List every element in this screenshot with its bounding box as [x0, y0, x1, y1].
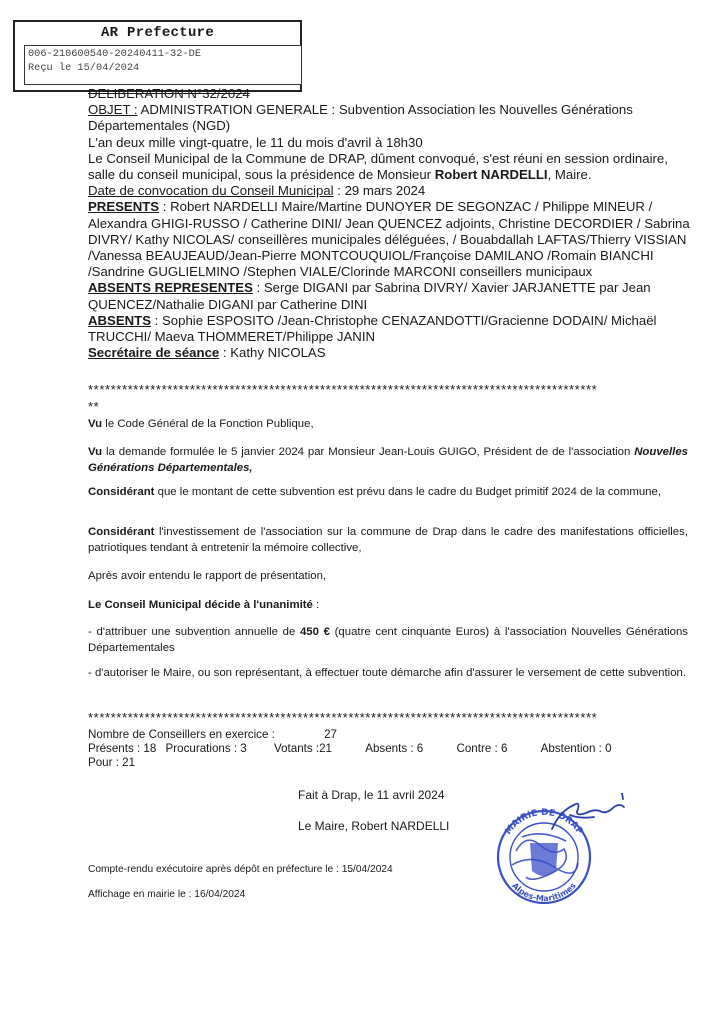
- absents-representes-line: [88, 280, 698, 312]
- presents-line: [88, 199, 698, 280]
- ar-prefecture-stamp: [13, 20, 302, 92]
- stamp-title: AR Prefecture: [100, 25, 215, 41]
- separator-stars-2: **: [88, 399, 100, 414]
- handwritten-signature: [552, 793, 624, 829]
- seal-top-text: MAIRIE DE DRAP: [503, 807, 585, 837]
- maire-signatory: Le Maire, Robert NARDELLI: [298, 819, 450, 833]
- objet-label: OBJET :: [88, 102, 138, 118]
- vu-demande-text: la demande formulée le 5 janvier 2024 par Monsieur Jean-Louis GUIGO, Président de de l'association: [102, 446, 635, 458]
- abstention-count: Abstention : 0: [540, 742, 612, 755]
- stamp-id-line: 006-210600540-20240411-32-DE: [28, 48, 202, 60]
- decision-heading: [88, 598, 688, 614]
- absents-label: ABSENTS: [88, 312, 152, 328]
- meeting-date: L'an deux mille vingt-quatre, le 11 du mois d'avril à 18h30: [88, 134, 423, 150]
- decision-suffix: :: [312, 599, 320, 611]
- vu-demande-paragraph: [88, 445, 688, 476]
- absents-representes-label: ABSENTS REPRESENTES: [88, 280, 253, 296]
- secretaire-line: [88, 345, 698, 361]
- rapport-text: Après avoir entendu le rapport de présentation,: [88, 570, 327, 582]
- presents-label: PRESENTS: [88, 199, 160, 215]
- considerant-budget-paragraph: [88, 485, 688, 501]
- considerant-investissement-text: l'investissement de l'association sur la commune de Drap dans le cadre des manifestations officielles, patriotiques tendant à entretenir la mémoire collective,: [88, 526, 688, 554]
- exercice-value: 27: [324, 728, 338, 741]
- contre-count: Contre : 6: [456, 742, 508, 755]
- session-text: Le Conseil Municipal de la Commune de DRAP, dûment convoqué, s'est réuni en session ordinaire, salle du conseil municipal, sous la présidence de Monsieur: [88, 150, 668, 183]
- pour-count: Pour : 21: [88, 756, 136, 769]
- exercice-label: Nombre de Conseillers en exercice :: [88, 728, 275, 741]
- presents-text: : Robert NARDELLI Maire/Martine DUNOYER DE SEGONZAC / Philippe MINEUR / Alexandra GHIGI-RUSSO / Catherine DINI/ Jean QUENCEZ adjoints, Christine DECORDIER / Sabrina DIVRY/ Kathy NICOLAS/ conseillères municipales déléguées, / Bouabdallah LAFTAS/Thierry VISSIAN /Vanessa BEAUJEAUD/Jean-Pierre MONTCOUQUIOL/Françoise DAMILANO /Romain BIANCHI /Sandrine GUGLIELMINO /Stephen VIALE/Clorinde MARCONI conseillers municipaux: [88, 199, 690, 280]
- deliberation-number: DELIBERATION N°32/2024: [88, 87, 250, 98]
- session-line: [88, 151, 698, 183]
- convocation-label: Date de convocation du Conseil Municipal: [88, 183, 334, 199]
- votants-count: Votants :21: [273, 742, 332, 755]
- objet-text: ADMINISTRATION GENERALE : Subvention Association les Nouvelles Générations Départementales (NGD): [88, 102, 633, 134]
- mairie-seal-icon: [482, 793, 632, 908]
- item-subvention-text-b: (quatre cent cinquante Euros) à l'association Nouvelles Générations Départementales: [88, 626, 688, 654]
- vu-code-text: le Code Général de la Fonction Publique,: [102, 418, 314, 430]
- absents-text: : Sophie ESPOSITO /Jean-Christophe CENAZANDOTTI/Gracienne DODAIN/ Michaël TRUCCHI/ Maeva THOMMERET/Philippe JANIN: [88, 312, 657, 345]
- objet-line: [88, 102, 698, 134]
- decision-item-subvention: [88, 625, 688, 656]
- procurations-count: Procurations : 3: [165, 742, 247, 755]
- vu-code-paragraph: [88, 417, 688, 433]
- association-name: Nouvelles Générations Départementales,: [88, 446, 688, 474]
- considerant-label: Considérant: [88, 526, 155, 538]
- item-subvention-text-a: - d'attribuer une subvention annuelle de: [88, 626, 300, 638]
- fait-a-drap: Fait à Drap, le 11 avril 2024: [298, 788, 445, 802]
- subvention-amount: 450 €: [299, 626, 330, 638]
- president-name: Robert NARDELLI: [434, 167, 548, 183]
- separator-stars-1: ******************************************************************************************: [88, 382, 598, 397]
- considerant-investissement-paragraph: [88, 525, 688, 556]
- deliberation-header: [88, 86, 698, 361]
- vote-counts-line: [88, 742, 612, 757]
- secretaire-value: : Kathy NICOLAS: [219, 345, 326, 361]
- absents-line: [88, 313, 698, 345]
- stamp-received-line: Reçu le 15/04/2024: [28, 62, 140, 74]
- conseillers-exercice-line: [88, 728, 337, 743]
- item-autorisation-text: - d'autoriser le Maire, ou son représentant, à effectuer toute démarche afin d'assurer le versement de cette subvention.: [88, 667, 687, 679]
- pour-line: [88, 756, 135, 771]
- considerant-label: Considérant: [88, 486, 155, 498]
- affichage-line: Affichage en mairie le : 16/04/2024: [88, 889, 246, 900]
- convocation-value: : 29 mars 2024: [333, 183, 426, 199]
- separator-stars-3: ******************************************************************************************: [88, 710, 598, 725]
- decision-label: Le Conseil Municipal décide à l'unanimité: [88, 599, 313, 611]
- compte-rendu-line: Compte-rendu exécutoire après dépôt en préfecture le : 15/04/2024: [88, 864, 393, 875]
- stamp-reference-box: [24, 45, 302, 85]
- president-suffix: , Maire.: [547, 167, 592, 183]
- absents-representes-text: : Serge DIGANI par Sabrina DIVRY/ Xavier JARJANETTE par Jean QUENCEZ/Nathalie DIGANI par Catherine DINI: [88, 280, 651, 312]
- seal-bottom-text: Alpes-Maritimes: [510, 881, 578, 904]
- secretaire-label: Secrétaire de séance: [88, 345, 220, 361]
- decision-item-autorisation: [88, 666, 688, 682]
- vu-label: Vu: [88, 446, 103, 458]
- considerant-budget-text: que le montant de cette subvention est prévu dans le cadre du Budget primitif 2024 de la commune,: [154, 486, 662, 498]
- rapport-paragraph: [88, 569, 688, 585]
- vu-label: Vu: [88, 418, 103, 430]
- presents-count: Présents : 18: [88, 742, 157, 755]
- absents-count: Absents : 6: [365, 742, 424, 755]
- convocation-line: [88, 183, 698, 199]
